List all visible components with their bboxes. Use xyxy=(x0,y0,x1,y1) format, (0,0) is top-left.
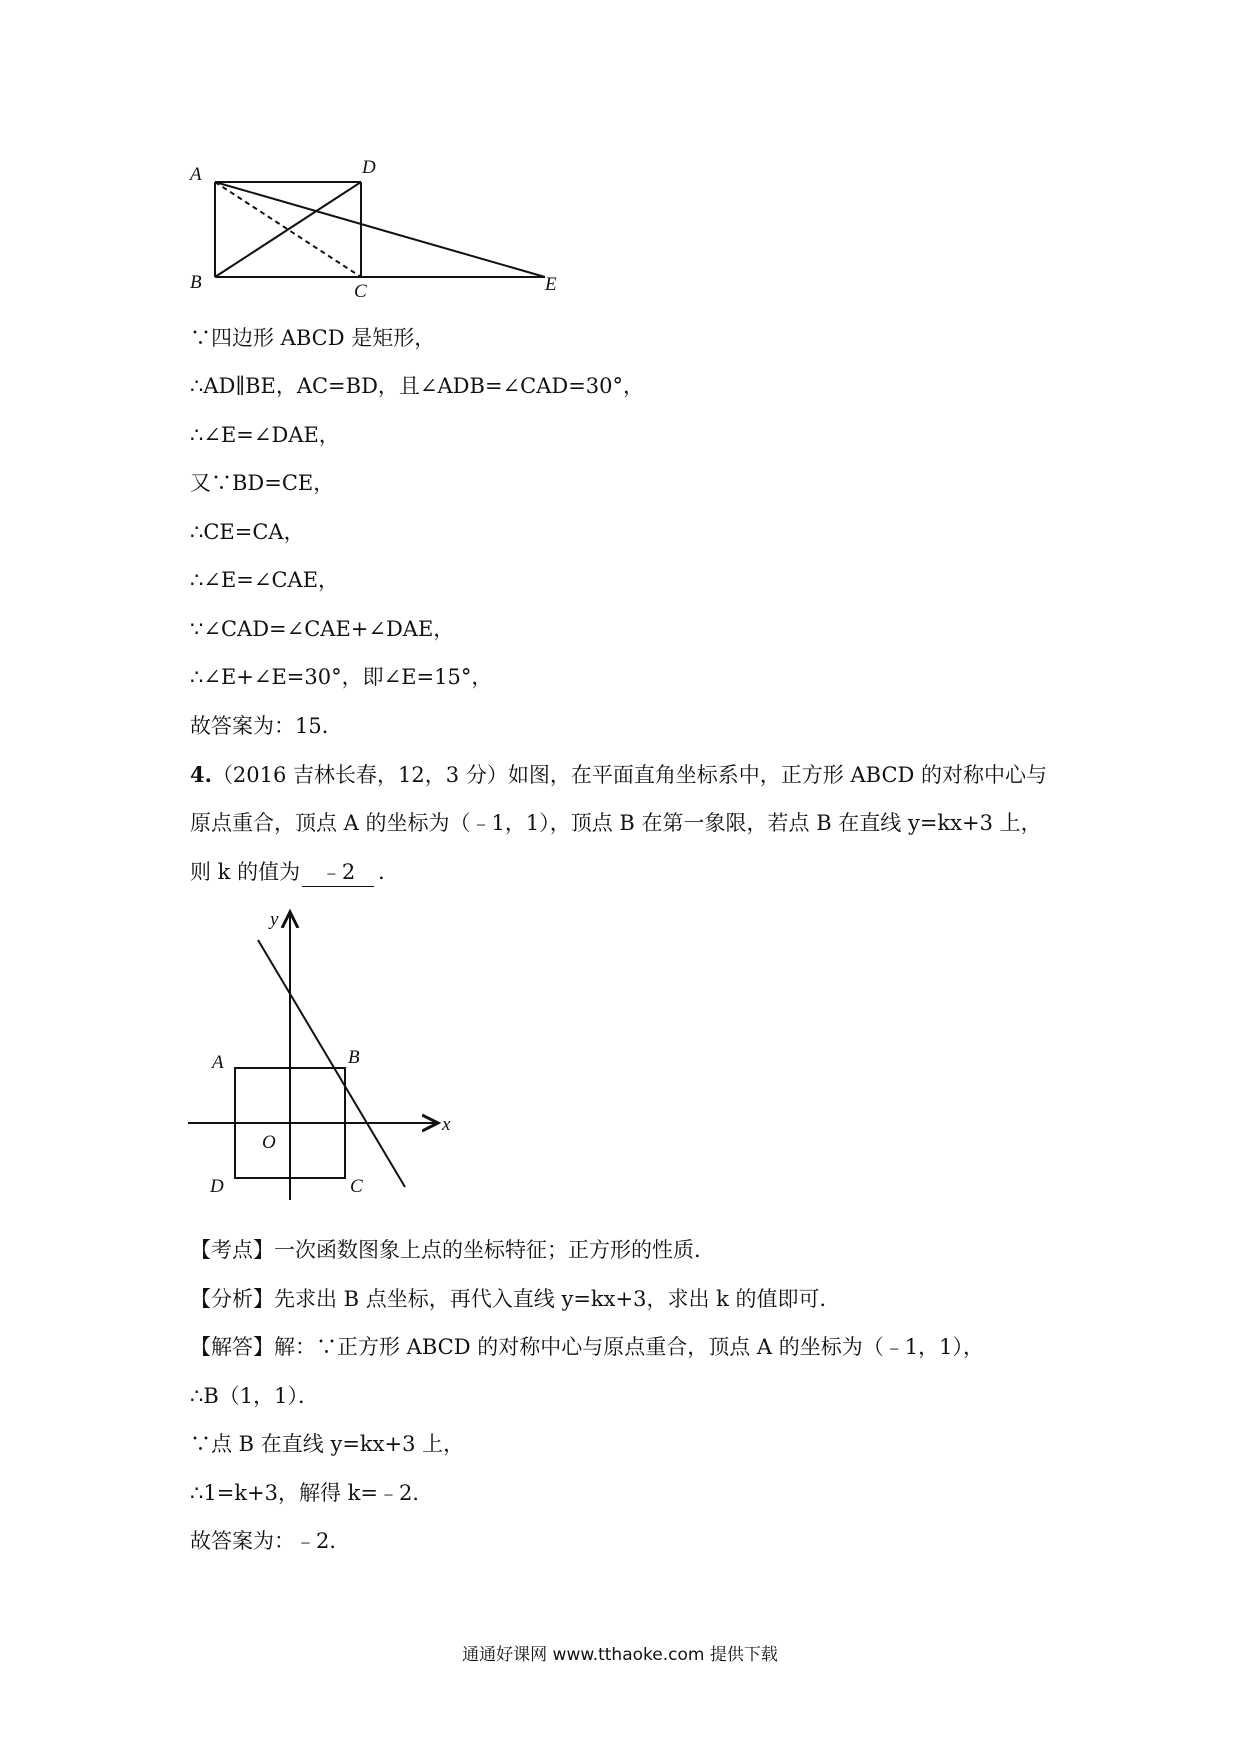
label-d: D xyxy=(362,157,376,178)
label-c: C xyxy=(354,281,367,300)
line-y-kx-3 xyxy=(258,940,405,1187)
solution4-line-6: ∴1=k+3，解得 k=﹣2． xyxy=(190,1481,434,1505)
axis-label-y: y xyxy=(270,909,279,930)
label-d: D xyxy=(210,1176,224,1197)
solution4-line-5: ∵点 B 在直线 y=kx+3 上， xyxy=(190,1432,465,1456)
problem4-text-3-end: ． xyxy=(378,860,400,884)
solution3-line-3: ∴∠E=∠DAE， xyxy=(190,423,340,447)
solution3-line-1: ∵四边形 ABCD 是矩形， xyxy=(190,326,436,350)
solution4-line-3: 【解答】解：∵正方形 ABCD 的对称中心与原点重合，顶点 A 的坐标为（﹣1，1）， xyxy=(190,1335,984,1359)
label-o: O xyxy=(262,1132,276,1153)
label-c: C xyxy=(350,1176,363,1197)
problem4-line-3 xyxy=(190,858,399,887)
page-footer: 通通好课网 www.tthaoke.com 提供下载 xyxy=(462,1645,778,1665)
axis-label-x: x xyxy=(442,1114,451,1135)
solution3-line-4: 又∵BD=CE， xyxy=(190,471,335,495)
solution4-line-2: 【分析】先求出 B 点坐标，再代入直线 y=kx+3，求出 k 的值即可． xyxy=(190,1287,841,1311)
solution3-line-6: ∴∠E=∠CAE， xyxy=(190,568,340,592)
coordinate-figure xyxy=(180,900,480,1210)
solution4-line-1: 【考点】一次函数图象上点的坐标特征；正方形的性质． xyxy=(190,1238,715,1262)
rectangle-figure xyxy=(180,150,580,300)
label-b: B xyxy=(348,1047,360,1068)
problem4-text-1: （2016 吉林长春，12，3 分）如图，在平面直角坐标系中，正方形 ABCD 的对称中心与 xyxy=(211,763,1048,787)
solution3-line-8: ∴∠E+∠E=30°，即∠E=15°， xyxy=(190,665,493,689)
solution3-line-5: ∴CE=CA， xyxy=(190,520,305,544)
label-b: B xyxy=(190,272,202,293)
label-e: E xyxy=(545,274,557,295)
segment-ae xyxy=(215,182,545,277)
solution3-line-7: ∵∠CAD=∠CAE+∠DAE， xyxy=(190,617,455,641)
solution3-line-9: 故答案为：15． xyxy=(190,714,343,738)
label-a: A xyxy=(190,164,202,185)
answer-blank: ﹣2 xyxy=(302,858,374,887)
solution4-line-7: 故答案为：﹣2． xyxy=(190,1529,351,1553)
problem4-text-3: 则 k 的值为 xyxy=(190,860,301,884)
problem4-line-2: 原点重合，顶点 A 的坐标为（﹣1，1），顶点 B 在第一象限，若点 B 在直线 y=kx+3 上， xyxy=(190,811,1042,835)
solution4-line-4: ∴B（1，1）． xyxy=(190,1384,320,1408)
problem4-line-1 xyxy=(190,761,1047,789)
solution3-line-2: ∴AD∥BE，AC=BD，且∠ADB=∠CAD=30°， xyxy=(190,374,645,398)
problem-number: 4. xyxy=(190,762,212,787)
label-a: A xyxy=(212,1052,224,1073)
